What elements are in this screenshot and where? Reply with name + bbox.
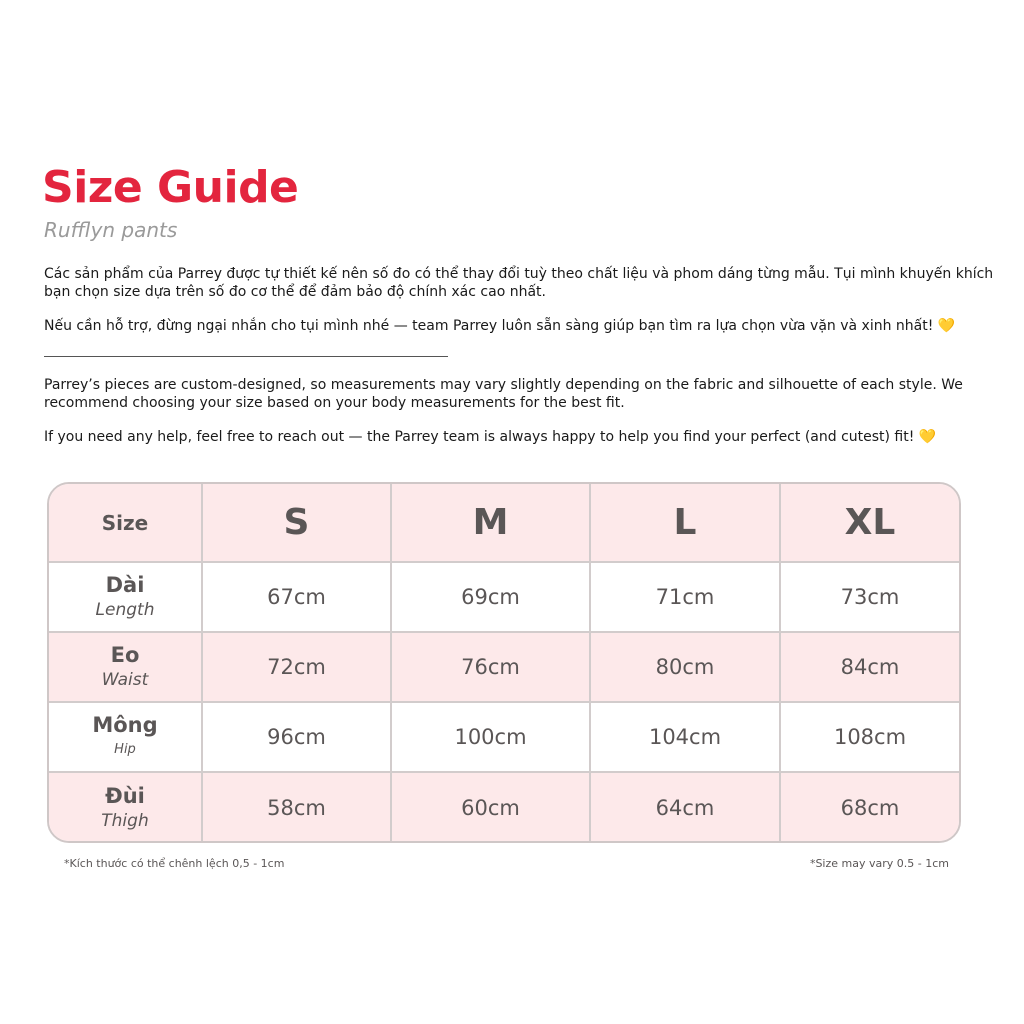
measurement-en: Hip [114, 742, 136, 757]
table-cell: 69cm [391, 562, 590, 632]
size-header-m: M [391, 484, 590, 562]
table-row [49, 702, 959, 772]
measurement-label [49, 702, 202, 772]
table-cell: 100cm [391, 702, 590, 772]
size-header-xl: XL [780, 484, 959, 562]
measurement-vi: Dài [105, 573, 145, 597]
measurement-en: Length [95, 600, 155, 620]
measurement-label [49, 562, 202, 632]
table-row [49, 562, 959, 632]
table-cell: 80cm [590, 632, 780, 702]
intro-en-paragraph-2 [44, 428, 994, 446]
size-corner-label: Size [49, 484, 202, 562]
product-name: Rufflyn pants [44, 218, 178, 242]
size-header-row [49, 484, 959, 562]
intro-en-paragraph-1: Parrey’s pieces are custom-designed, so measurements may vary slightly depending on the fabric and silhouette of each style. We recommend choosing your size based on your body measurements for the best fit. [44, 377, 963, 411]
table-cell: 71cm [590, 562, 780, 632]
table-cell: 73cm [780, 562, 959, 632]
measurement-vi: Đùi [105, 783, 145, 808]
table-cell: 68cm [840, 795, 900, 820]
table-row [49, 632, 959, 702]
intro-vi-paragraph-2 [44, 317, 994, 335]
yellow-heart-icon: 💛 [918, 429, 937, 445]
yellow-heart-icon: 💛 [937, 318, 956, 334]
table-cell: 67cm [202, 562, 391, 632]
table-cell: 96cm [202, 702, 391, 772]
measurement-vi: Mông [92, 713, 158, 737]
measurement-en: Thigh [101, 810, 149, 831]
table-cell: 64cm [590, 772, 780, 842]
size-header-s: S [202, 484, 391, 562]
section-divider [44, 356, 448, 357]
table-cell: 108cm [780, 702, 959, 772]
table-cell: 76cm [391, 632, 590, 702]
table-cell: 58cm [202, 772, 391, 842]
size-header-l: L [590, 484, 780, 562]
intro-en-paragraph-2-text: If you need any help, feel free to reach out — the Parrey team is always happy to help you find your perfect (and cutest) fit! [44, 429, 915, 445]
page-title: Size Guide [42, 162, 299, 213]
footnote-vi: *Kích thước có thể chênh lệch 0,5 - 1cm [64, 857, 285, 870]
measurement-en: Waist [101, 670, 149, 690]
measurement-label [49, 632, 202, 702]
table-cell: 72cm [202, 632, 391, 702]
intro-vi-paragraph-2-text: Nếu cần hỗ trợ, đừng ngại nhắn cho tụi mình nhé — team Parrey luôn sẵn sàng giúp bạn tìm ra lựa chọn vừa vặn và xinh nhất! [44, 318, 934, 334]
measurement-vi: Eo [110, 643, 140, 667]
intro-vi-paragraph-1: Các sản phẩm của Parrey được tự thiết kế nên số đo có thể thay đổi tuỳ theo chất liệu và phom dáng từng mẫu. Tụi mình khuyến khích bạn chọn size dựa trên số đo cơ thể để đảm bảo độ chính xác cao nhất. [44, 266, 994, 300]
table-cell: 104cm [590, 702, 780, 772]
measurement-label [49, 772, 202, 842]
table-row [49, 772, 959, 842]
table-cell: 60cm [391, 772, 590, 842]
table-cell: 84cm [780, 632, 959, 702]
footnote-en: *Size may vary 0.5 - 1cm [809, 857, 949, 870]
size-table [47, 482, 961, 843]
